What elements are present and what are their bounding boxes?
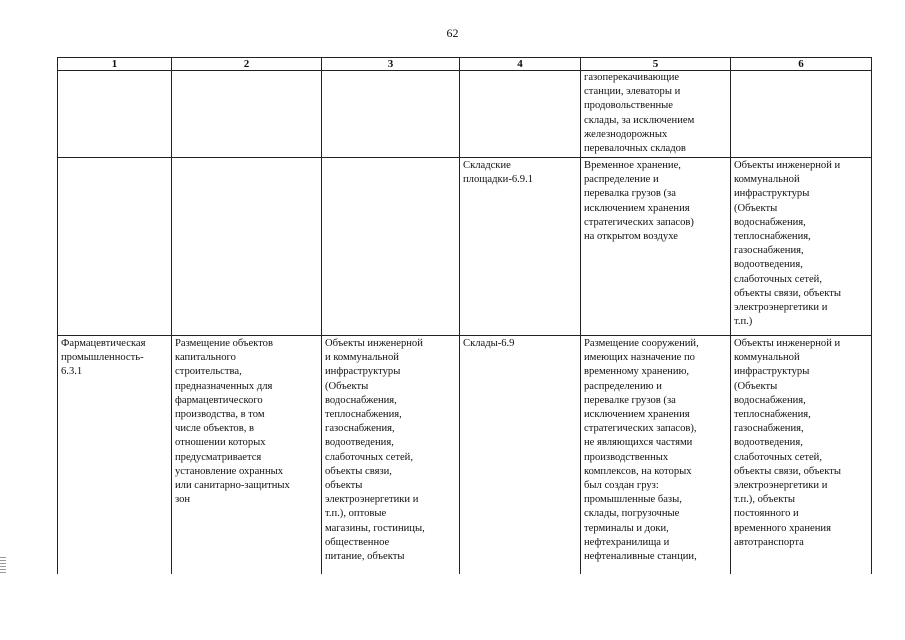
table-cell <box>322 158 460 336</box>
zoning-table <box>57 57 872 574</box>
table-cell: Объекты инженерной и коммунальной инфраструктуры (Объекты водоснабжения, теплоснабжения, газоснабжения, водоотведения, слаботочных сетей, объекты связи, объекты электроэнергетики и т.п.), объекты постоянного и временного хранения автотранспорта <box>731 336 872 574</box>
table-cell: Складские площадки-6.9.1 <box>460 158 581 336</box>
table-cell: Временное хранение, распределение и перевалка грузов (за исключением хранения стратегических запасов) на открытом воздухе <box>581 158 731 336</box>
table-cell <box>322 71 460 158</box>
table-header-row <box>58 58 872 71</box>
table-cell: Объекты инженерной и коммунальной инфраструктуры (Объекты водоснабжения, теплоснабжения, газоснабжения, водоотведения, слаботочных сетей, объекты связи, объекты электроэнергетики и т.п.) <box>731 158 872 336</box>
table-cell: газоперекачивающие станции, элеваторы и продовольственные склады, за исключением железнодорожных перевалочных складов <box>581 71 731 158</box>
column-header: 2 <box>172 58 322 71</box>
column-header: 3 <box>322 58 460 71</box>
table-cell <box>172 158 322 336</box>
table-cell <box>172 71 322 158</box>
page-number: 62 <box>446 26 459 40</box>
table-cell <box>58 71 172 158</box>
table-row <box>58 158 872 336</box>
column-header: 4 <box>460 58 581 71</box>
column-header: 1 <box>58 58 172 71</box>
table-cell: Размещение объектов капитального строительства, предназначенных для фармацевтического производства, в том числе объектов, в отношении которых предусматривается установление охранных или санитарно-защитных зон <box>172 336 322 574</box>
table-cell: Склады-6.9 <box>460 336 581 574</box>
table-cell: Объекты инженерной и коммунальной инфраструктуры (Объекты водоснабжения, теплоснабжения, газоснабжения, водоотведения, слаботочных сетей, объекты связи, объекты электроэнергетики и т.п.), оптовые магазины, гостиницы, общественное питание, объекты <box>322 336 460 574</box>
column-header: 5 <box>581 58 731 71</box>
table-row <box>58 71 872 158</box>
table-cell: Фармацевтическая промышленность- 6.3.1 <box>58 336 172 574</box>
table-cell <box>460 71 581 158</box>
table-cell: Размещение сооружений, имеющих назначение по временному хранению, распределению и перевалке грузов (за исключением хранения стратегических запасов), не являющихся частями производственных комплексов, на которых был создан груз: промышленные базы, склады, погрузочные терминалы и доки, нефтехранилища и нефтеналивные станции, <box>581 336 731 574</box>
table-cell <box>731 71 872 158</box>
table-row <box>58 336 872 574</box>
table-cell <box>58 158 172 336</box>
scan-edge-mark <box>0 557 6 573</box>
column-header: 6 <box>731 58 872 71</box>
